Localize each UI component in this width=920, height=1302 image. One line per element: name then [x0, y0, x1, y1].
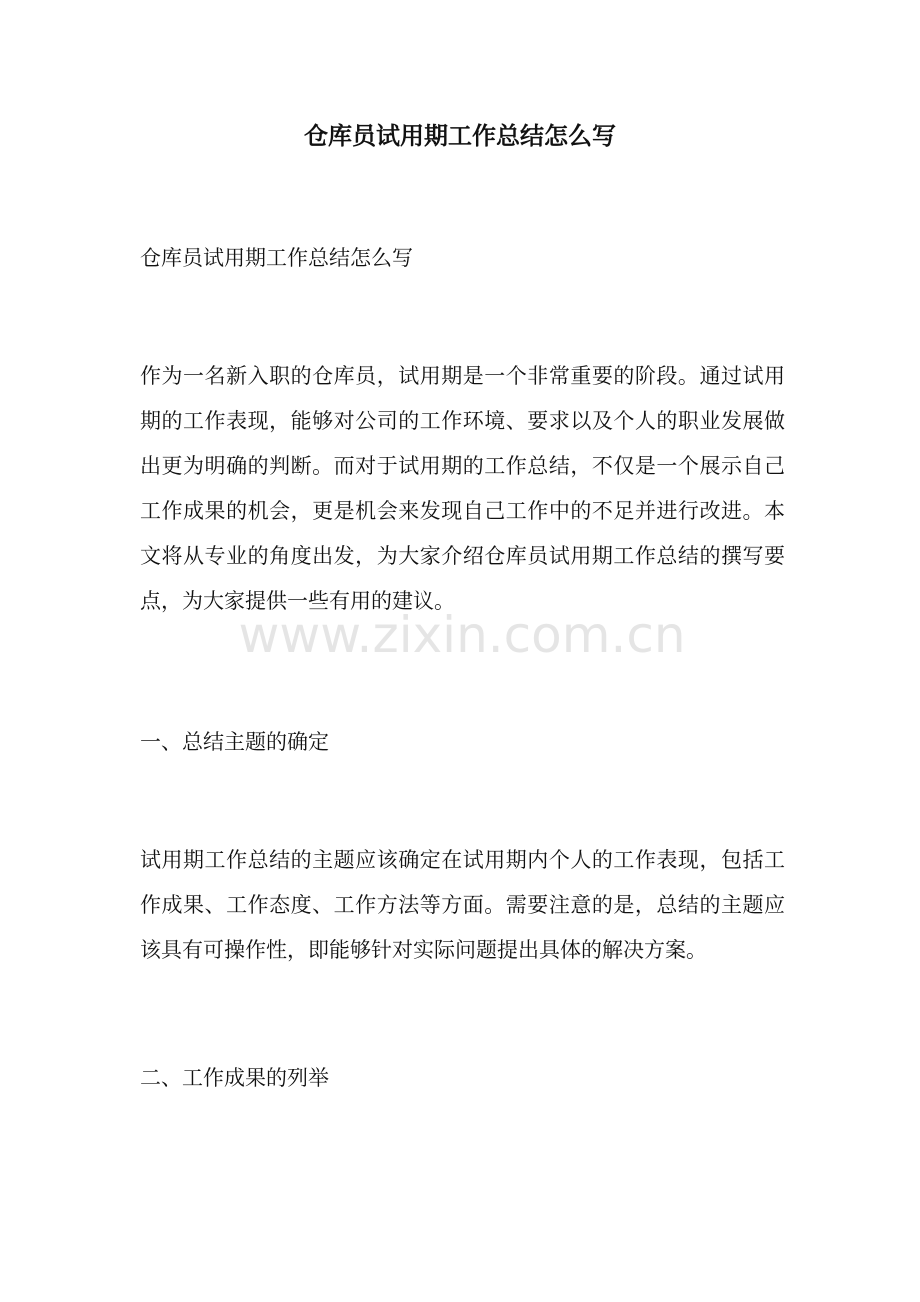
section-heading-1: 一、总结主题的确定: [140, 730, 329, 754]
section-heading-2: 二、工作成果的列举: [140, 1066, 329, 1090]
section-body-1: 试用期工作总结的主题应该确定在试用期内个人的工作表现，包括工作成果、工作态度、工作方法等方面。需要注意的是，总结的主题应该具有可操作性，即能够针对实际问题提出具体的解决方案。: [140, 848, 785, 962]
document-title: 仓库员试用期工作总结怎么写: [304, 121, 616, 150]
intro-paragraph: 作为一名新入职的仓库员，试用期是一个非常重要的阶段。通过试用期的工作表现，能够对公司的工作环境、要求以及个人的职业发展做出更为明确的判断。而对于试用期的工作总结，不仅是一个展示自己工作成果的机会，更是机会来发现自己工作中的不足并进行改进。本文将从专业的角度出发，为大家介绍仓库员试用期工作总结的撰写要点，为大家提供一些有用的建议。: [140, 364, 785, 613]
document-subtitle: 仓库员试用期工作总结怎么写: [140, 246, 413, 270]
watermark: www.zixin.com.cn: [238, 606, 686, 664]
